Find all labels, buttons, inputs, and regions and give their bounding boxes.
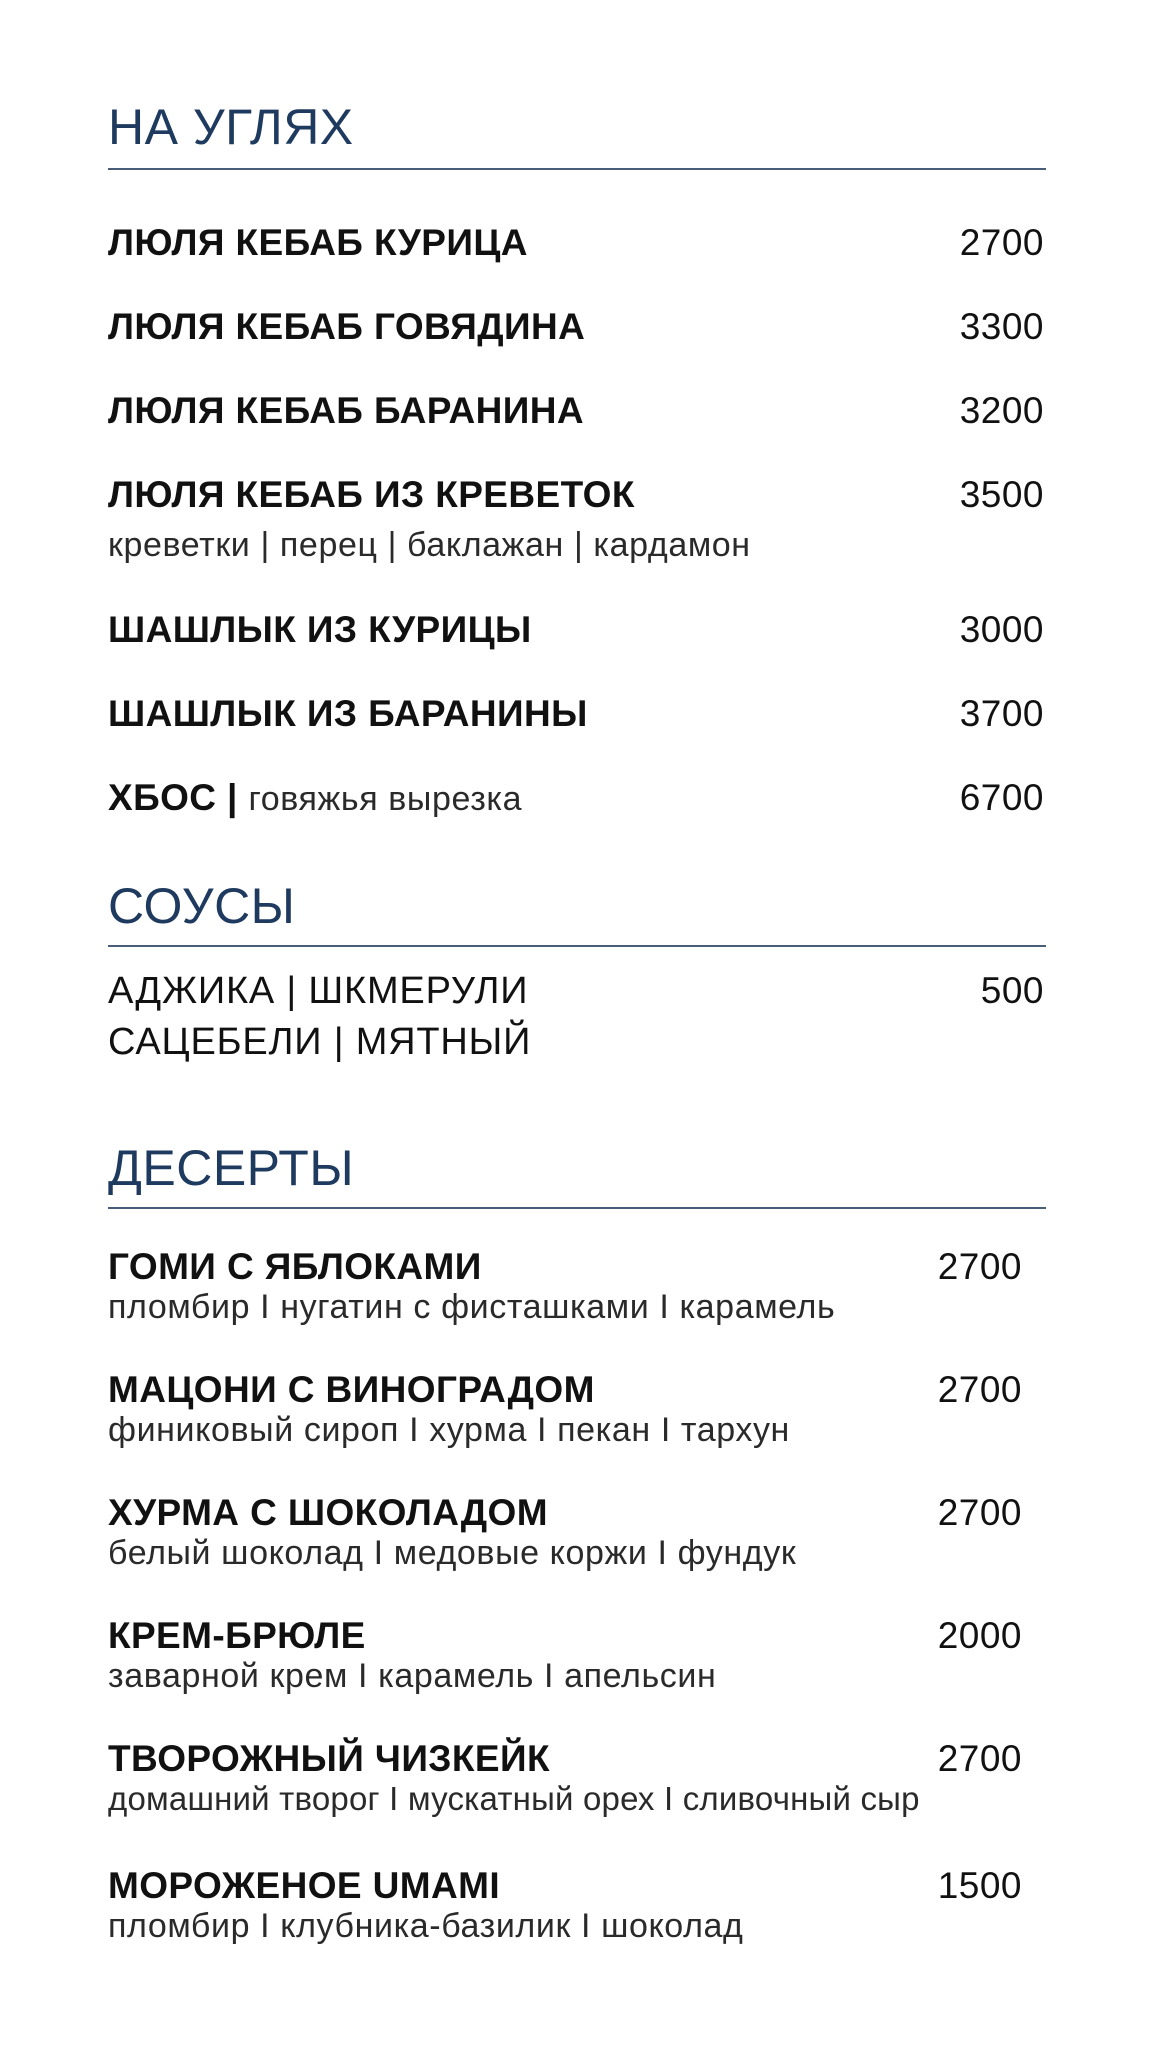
menu-item-description: пломбир I клубника-базилик I шоколад xyxy=(108,1907,744,1945)
menu-item-name: МАЦОНИ С ВИНОГРАДОМ xyxy=(108,1369,595,1410)
sauce-price: 500 xyxy=(980,970,1044,1011)
section-divider xyxy=(108,945,1046,947)
menu-item-name: КРЕМ-БРЮЛЕ xyxy=(108,1615,366,1656)
section-title-desserts: ДЕСЕРТЫ xyxy=(108,1140,355,1196)
menu-item-description: финиковый сироп I хурма I пекан I тархун xyxy=(108,1411,790,1449)
section-title-grill: НА УГЛЯХ xyxy=(108,99,354,155)
menu-item-price: 2700 xyxy=(937,1246,1022,1287)
menu-item-price: 2700 xyxy=(959,222,1044,263)
menu-item-price: 2000 xyxy=(937,1615,1022,1656)
menu-item-price: 3500 xyxy=(959,474,1044,515)
menu-item-price: 3000 xyxy=(959,609,1044,650)
menu-item-description: пломбир I нугатин с фисташками I карамель xyxy=(108,1288,836,1326)
section-title-sauces: СОУСЫ xyxy=(108,878,296,934)
menu-item-name: ШАШЛЫК ИЗ КУРИЦЫ xyxy=(108,609,532,650)
menu-item-name: МОРОЖЕНОЕ UMAMI xyxy=(108,1865,501,1906)
menu-item-description: заварной крем I карамель I апельсин xyxy=(108,1657,717,1695)
sauce-list-line: САЦЕБЕЛИ | МЯТНЫЙ xyxy=(108,1021,532,1063)
menu-item-name: ЛЮЛЯ КЕБАБ КУРИЦА xyxy=(108,222,528,263)
menu-item-price: 2700 xyxy=(937,1492,1022,1533)
menu-item-price: 1500 xyxy=(937,1865,1022,1906)
section-divider xyxy=(108,168,1046,170)
menu-item-inline-description: говяжья вырезка xyxy=(248,780,523,818)
menu-item-name: ЛЮЛЯ КЕБАБ ГОВЯДИНА xyxy=(108,306,586,347)
menu-item-price: 6700 xyxy=(959,777,1044,818)
menu-item-name: ЛЮЛЯ КЕБАБ ИЗ КРЕВЕТОК xyxy=(108,474,635,515)
menu-item-price: 2700 xyxy=(937,1738,1022,1779)
sauce-list-line: АДЖИКА | ШКМЕРУЛИ xyxy=(108,970,529,1012)
menu-item-name-text: ХБОС | xyxy=(108,777,238,818)
menu-item-name: ГОМИ С ЯБЛОКАМИ xyxy=(108,1246,482,1287)
menu-item-name: ХУРМА С ШОКОЛАДОМ xyxy=(108,1492,548,1533)
menu-item-price: 3700 xyxy=(959,693,1044,734)
menu-item-description: белый шоколад I медовые коржи I фундук xyxy=(108,1534,797,1572)
menu-item-price: 2700 xyxy=(937,1369,1022,1410)
menu-item-price: 3200 xyxy=(959,390,1044,431)
menu-item-name: ШАШЛЫК ИЗ БАРАНИНЫ xyxy=(108,693,588,734)
menu-item-name: ЛЮЛЯ КЕБАБ БАРАНИНА xyxy=(108,390,584,431)
menu-item-name: ТВОРОЖНЫЙ ЧИЗКЕЙК xyxy=(108,1738,550,1779)
menu-item-description: креветки | перец | баклажан | кардамон xyxy=(108,526,751,564)
section-divider xyxy=(108,1207,1046,1209)
menu-item-description: домашний творог I мускатный орех I сливочный сыр xyxy=(108,1780,920,1817)
menu-item-price: 3300 xyxy=(959,306,1044,347)
menu-item-name xyxy=(108,777,522,819)
